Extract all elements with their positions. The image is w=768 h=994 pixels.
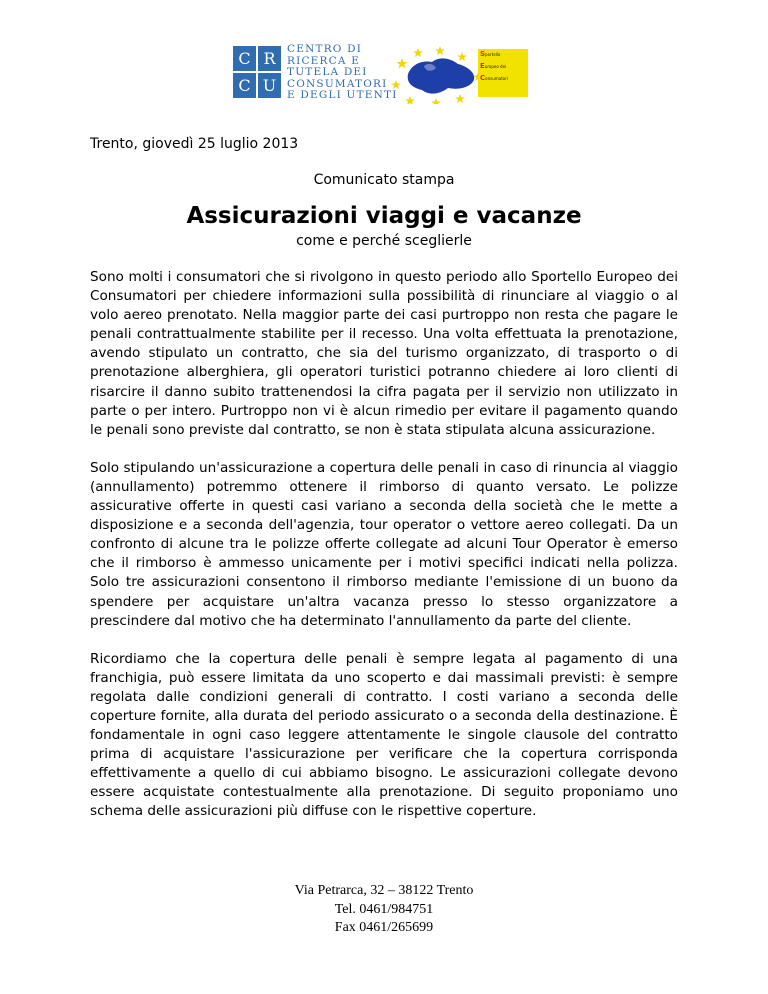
sportello-line: Sportello	[480, 50, 501, 58]
date-line: Trento, giovedì 25 luglio 2013	[90, 136, 299, 152]
crcu-letter: C	[233, 73, 256, 98]
crcu-logo	[233, 43, 398, 102]
crcu-monogram	[233, 46, 283, 100]
crcu-letter: R	[258, 46, 281, 71]
sportello-line: Europeo dei	[480, 62, 507, 70]
footer-fax: Fax 0461/265699	[334, 920, 434, 935]
body-paragraph: Sono molti i consumatori che si rivolgono in questo periodo allo Sportello Europeo dei Consumatori per chiedere informazioni sulla possibilità di rinunciare al viaggio o al volo aereo prenotato. Nella maggior parte dei casi purtroppo non resta che pagare le penali contrattualmente stabilite per il recesso. Una volta effettuata la prenotazione, avendo stipulato un contratto, che sia del turismo organizzato, di trasporto o di prenotazione alberghiera, gli operatori turistici potranno chiedere ai loro clienti di risarcire il danno subito trattenendosi la cifra pagata per il servizio non utilizzato in parte o per intero. Purtroppo non vi è alcun rimedio per evitare il pagamento quando le penali sono previste dal contratto, se non è stata stipulata alcuna assicurazione.	[90, 269, 678, 438]
sportello-line: Consumatori	[480, 74, 508, 82]
footer-address: Via Petrarca, 32 – 38122 Trento	[294, 883, 474, 898]
crcu-name-line: RICERCA E	[287, 54, 361, 67]
document-label: Comunicato stampa	[313, 172, 455, 188]
europe-map-icon	[388, 44, 488, 104]
crcu-name-line: CONSUMATORI	[287, 77, 388, 90]
crcu-letter: C	[233, 46, 256, 71]
crcu-name-line: CENTRO DI	[287, 43, 363, 55]
sportello-label-box	[478, 49, 528, 97]
body-paragraph: Solo stipulando un'assicurazione a copertura delle penali in caso di rinuncia al viaggio (annullamento) potremmo ottenere il rimborso di quanto versato. Le polizze assicurative offerte in questi casi variano a seconda della società che le mette a disposizione e a seconda dell'agenzia, tour operator o vettore aereo collegati. Da un confronto di alcune tra le polizze offerte collegate ad alcuni Tour Operator è emerso che il rimborso è ammesso unicamente per i motivi specifici indicati nella polizza. Solo tre assicurazioni consentono il rimborso mediante l'emissione di un buono da spendere per acquistare un'altra vacanza presso lo stesso organizzatore a prescindere dal motivo che ha determinato l'annullamento da parte del cliente.	[90, 459, 678, 629]
page-title: Assicurazioni viaggi e vacanze	[186, 203, 582, 229]
page-subtitle: come e perché sceglierle	[296, 233, 472, 249]
footer-phone: Tel. 0461/984751	[334, 901, 434, 917]
press-release-body	[90, 268, 678, 841]
crcu-name-line: E DEGLI UTENTI	[287, 89, 398, 101]
crcu-name	[287, 43, 398, 102]
sportello-europeo-logo	[388, 44, 533, 104]
header-logos	[233, 44, 533, 104]
crcu-letter: U	[258, 73, 281, 98]
footer-contact	[0, 882, 768, 938]
crcu-name-line: TUTELA DEI	[287, 66, 368, 78]
body-paragraph: Ricordiamo che la copertura delle penali è sempre legata al pagamento di una franchigia, può essere limitata da uno scoperto e dai massimali previsti: è sempre regolata dalle condizioni generali di contratto. I costi variano a seconda delle coperture fornite, alla durata del periodo assicurato o a seconda della destinazione. È fondamentale in ogni caso leggere attentamente le singole clausole del contratto prima di acquistare l'assicurazione per verificare che la copertura corrisponda effettivamente a quello di cui abbiamo bisogno. Le assicurazioni collegate devono essere acquistate contestualmente alla prenotazione. Di seguito proponiamo uno schema delle assicurazioni più diffuse con le rispettive coperture.	[90, 650, 678, 820]
